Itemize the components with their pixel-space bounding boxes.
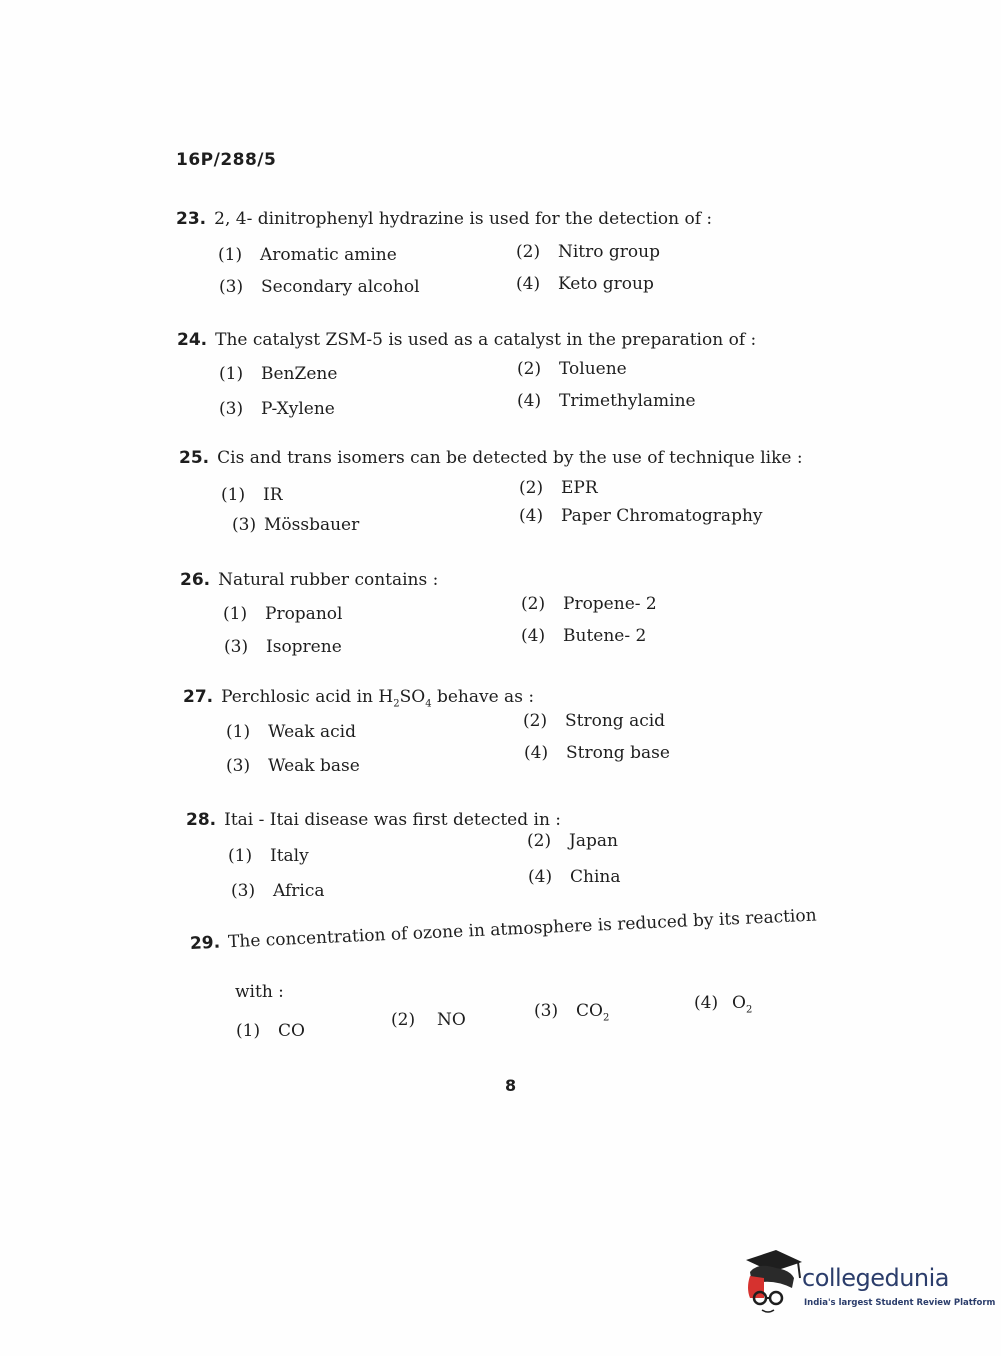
option-1: (1) IR [221, 485, 283, 505]
question-stem: Natural rubber contains : [218, 570, 439, 590]
option-3: (3) Mössbauer [232, 515, 360, 535]
question-number: 25. [179, 448, 210, 468]
option-1: (1) Italy [228, 846, 309, 866]
option-1: (1) Weak acid [226, 722, 356, 742]
option-4: (4) Paper Chromatography [519, 506, 763, 526]
graduate-mascot-icon [742, 1248, 804, 1318]
option-2: (2) NO [391, 1010, 466, 1030]
question-number: 27. [183, 687, 214, 707]
option-3: (3) Isoprene [224, 637, 342, 657]
option-4: (4) Butene- 2 [521, 626, 647, 646]
option-1: (1) Aromatic amine [218, 245, 397, 265]
option-2: (2) Japan [527, 831, 618, 851]
option-3: (3) Africa [231, 881, 325, 901]
question-number: 26. [180, 570, 211, 590]
option-2: (2) Nitro group [516, 242, 660, 262]
option-4: (4) Strong base [524, 743, 670, 763]
option-2: (2) Strong acid [523, 711, 666, 731]
page-number: 8 [505, 1076, 517, 1095]
question-stem: 2, 4- dinitrophenyl hydrazine is used for the detection of : [214, 209, 713, 229]
question-stem-continued: with : [235, 982, 284, 1002]
question-number: 28. [186, 810, 217, 830]
question-number: 23. [176, 209, 207, 229]
option-4: (4) Trimethylamine [517, 391, 696, 411]
option-4: (4) $O_2$ [694, 993, 753, 1016]
question-stem: Perchlosic acid in $H_2SO_4$ behave as : [221, 687, 535, 710]
question-number: 24. [177, 330, 208, 350]
question-stem: Cis and trans isomers can be detected by the use of technique like : [217, 448, 803, 468]
option-2: (2) Toluene [517, 359, 627, 379]
option-3: (3) P-Xylene [219, 399, 335, 419]
option-2: (2) Propene- 2 [521, 594, 657, 614]
brand-tagline: India's largest Student Review Platform [804, 1298, 996, 1308]
option-1: (1) BenZene [219, 364, 338, 384]
option-1: (1) Propanol [223, 604, 343, 624]
option-3: (3) Secondary alcohol [219, 277, 420, 297]
question-stem: The concentration of ozone in atmosphere is reduced by its reaction [227, 905, 817, 953]
brand-name: collegedunia [802, 1264, 950, 1292]
option-3: (3) $CO_2$ [534, 1001, 610, 1024]
option-1: (1) CO [236, 1021, 305, 1041]
paper-code: 16P/288/5 [176, 150, 277, 170]
question-stem: Itai - Itai disease was first detected in : [224, 810, 562, 830]
option-4: (4) China [528, 867, 621, 887]
option-2: (2) EPR [519, 478, 598, 498]
option-3: (3) Weak base [226, 756, 360, 776]
question-number: 29. [189, 932, 221, 954]
question-stem: The catalyst ZSM-5 is used as a catalyst in the preparation of : [215, 330, 757, 350]
collegedunia-watermark [742, 1248, 996, 1318]
option-4: (4) Keto group [516, 274, 654, 294]
